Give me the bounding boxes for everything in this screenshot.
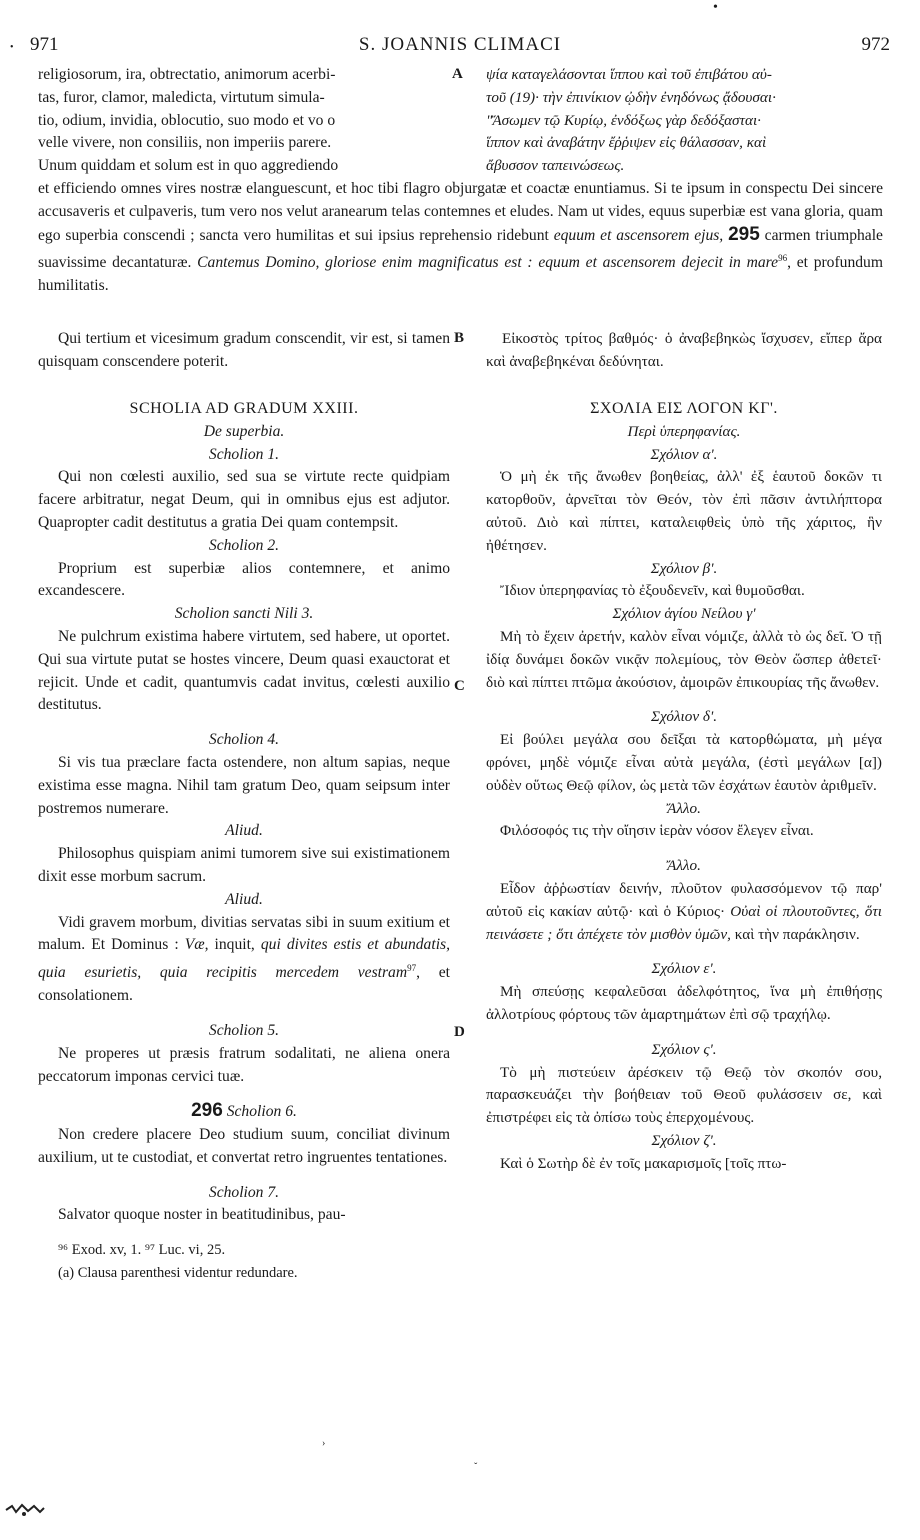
latin-scholion-1-title: Scholion 1.: [208, 445, 280, 463]
latin-aliud-2-title: Aliud.: [225, 890, 263, 908]
running-title: S. JOANNIS CLIMACI: [358, 34, 562, 55]
greek-aliud-1-text: Φιλόσοφός τις τὴν οἴησιν ἱερὰν νόσον ἔλεγεν εἶναι.: [500, 822, 814, 840]
greek-line: ἵππον καὶ ἀναβάτην ἔῤῥιψεν εἰς θάλασσαν, καὶ: [486, 134, 767, 152]
greek-scholion-4-text: Εἰ βούλει μεγάλα σου δεῖξαι τὰ κατορθώματα, μὴ μέγα φρόνει, μηδὲ νόμιζε εἶναι αὐτὰ μεγάλα, (ἐστὶ μεγάλων [α]) οὐδὲν οὕτως Θεῷ φίλον, ὡς μετὰ τῶν ἐσχάτων ἑαυτὸν ἀριθμεῖν.: [486, 731, 882, 794]
latin-aliud-2-part-b: inquit,: [214, 936, 255, 954]
greek-scholion-5-title: Σχόλιον ε'.: [651, 960, 717, 978]
full-width-paragraph: [38, 178, 883, 298]
footnote-ref-96: 96: [778, 253, 788, 264]
grade-latin: [38, 328, 450, 374]
greek-aliud-2-text: [486, 878, 882, 946]
greek-line: ἄβυσσον ταπεινώσεως.: [486, 157, 625, 175]
latin-scholion-6-text: Non credere placere Deo studium suum, conciliat divinum auxilium, ut te custodiat, et convertat retro ingruentes tentationes.: [38, 1126, 450, 1166]
ink-stain-icon: [4, 1500, 46, 1518]
greek-aliud-2-title: Ἄλλο.: [667, 857, 701, 875]
latin-line: tio, odium, invidia, oblocutio, suo modo et vo o: [38, 111, 336, 129]
latin-aliud-1-text: Philosophus quispiam animi tumorem sive sui existimationem dixit esse morbum sacrum.: [38, 845, 450, 885]
latin-scholion-3-title: Scholion sancti Nili 3.: [174, 605, 314, 623]
greek-scholion-1-text: Ὁ μὴ ἐκ τῆς ἄνωθεν βοηθείας, ἀλλ' ἐξ ἑαυτοῦ δοκῶν τι κατορθοῦν, ἀρνεῖται τὸν Θεόν, τὸν ἐπὶ πᾶσιν ἀντιλήπτορα αὐτοῦ. Διὸ καὶ πίπτει, καταλειφθεὶς ὑπὸ τῆς χάριτος, ἣν ἠθέτησεν.: [486, 468, 882, 554]
greek-aliud-1-title: Ἄλλο.: [667, 799, 701, 817]
margin-marker-d: D: [454, 1024, 465, 1040]
grade-latin-text: Qui tertium et vicesimum gradum conscendit, vir est, si tamen quisquam conscendere poterit.: [38, 330, 450, 370]
margin-dot: •: [713, 0, 718, 15]
latin-scholion-7-text: Salvator quoque noster in beatitudinibus, pau-: [58, 1206, 346, 1224]
latin-aliud-2-italic-a: Væ,: [184, 936, 209, 954]
ink-stain-mark: [4, 1500, 46, 1518]
latin-line: tas, furor, clamor, maledicta, virtutum simula-: [38, 88, 325, 106]
greek-aliud-2-part-a: Εἶδον ἀῤῥωστίαν δεινήν, πλοῦτον φυλασσόμενον τῷ παρ' αὐτοῦ εἰς κακίαν αὐτῷ· καὶ ὁ Κύριος·: [486, 879, 882, 920]
latin-line: religiosorum, ira, obtrectatio, animorum acerbi-: [38, 66, 336, 83]
greek-scholion-3-title: Σχόλιον ἁγίου Νείλου γ': [612, 605, 756, 623]
top-greek-block: [486, 64, 882, 178]
latin-aliud-2-italic-b: qui divites estis et abundatis, quia esurietis, quia recipitis mercedem vestram: [38, 936, 450, 982]
latin-aliud-2-text: [38, 912, 450, 1008]
margin-marker-b: B: [454, 330, 465, 346]
latin-line: Unum quiddam et solum est in quo aggrediendo: [38, 157, 339, 175]
margin-tick: ›: [322, 1438, 326, 1449]
left-page-number: 971: [30, 34, 59, 55]
latin-scholion-5-text: Ne properes ut præsis fratrum sodalitati, ne aliena onera peccatorum imponas cervici tuæ.: [38, 1044, 450, 1085]
greek-scholia-heading: ΣΧΟΛΙΑ ΕΙΣ ΛΟΓΟΝ ΚΓ'.: [590, 400, 778, 417]
latin-aliud-2-part-a: Vidi gravem morbum, divitias servatas sibi in suum exitium et malum. Et Dominus :: [38, 913, 450, 954]
greek-aliud-2-italic: Οὐαὶ οἱ πλουτοῦντες, ὅτι πεινάσετε ; ὅτι ἀπέχετε τὸν μισθὸν ὑμῶν,: [486, 902, 882, 943]
greek-scholion-2-text: Ἴδιον ὑπερηφανίας τὸ ἐξουδενεῖν, καὶ θυμοῦσθαι.: [500, 582, 805, 600]
greek-line: ψία καταγελάσονται ἵππου καὶ τοῦ ἐπιβάτου αὐ-: [486, 66, 772, 83]
greek-scholion-6-title: Σχόλιον ς'.: [651, 1040, 717, 1058]
footnote-a: (a) Clausa parenthesi videntur redundare.: [58, 1265, 298, 1282]
margin-marker-c: C: [454, 678, 465, 694]
grade-greek-text: Εἰκοστὸς τρίτος βαθμός· ὁ ἀναβεβηκὼς ἴσχυσεν, εἴπερ ἄρα καὶ ἀναβεβηκέναι δεδύνηται.: [486, 330, 882, 370]
grade-greek: [486, 328, 882, 374]
full-italic-2: Cantemus Domino, gloriose enim magnificatus est : equum et ascensorem dejecit in mare: [197, 254, 779, 272]
greek-scholion-1-title: Σχόλιον α'.: [650, 445, 718, 463]
greek-aliud-2-part-b: καὶ τὴν παράκλησιν.: [734, 925, 860, 943]
latin-aliud-1-title: Aliud.: [225, 822, 263, 840]
latin-scholion-7-title: Scholion 7.: [208, 1183, 280, 1201]
margin-marker-a: A: [452, 66, 463, 82]
latin-scholion-2-title: Scholion 2.: [208, 536, 280, 554]
page-header: [30, 34, 890, 60]
right-page-number: 972: [861, 34, 890, 55]
greek-scholion-7-text: Καὶ ὁ Σωτὴρ δὲ ἐν τοῖς μακαρισμοῖς [τοῖς πτω-: [500, 1154, 787, 1172]
latin-scholion-5-title: Scholion 5.: [208, 1021, 280, 1039]
latin-scholion-2-text: Proprium est superbiæ alios contemnere, et animo excandescere.: [38, 559, 450, 600]
full-paragraph-text: [38, 178, 883, 298]
latin-scholion-4-text: Si vis tua præclare facta ostendere, non altum sapias, neque existima esse magna. Nihil tam gratum Deo, quam seipsum inter postremos numerare.: [38, 753, 450, 817]
latin-scholion-4-title: Scholion 4.: [208, 731, 280, 749]
full-text-3: , et profundum humilitatis.: [38, 254, 883, 295]
latin-scholion-6-title: Scholion 6.: [226, 1103, 297, 1121]
margin-bullet: •: [10, 42, 14, 53]
column-number-295: 295: [728, 223, 760, 245]
full-italic-1: equum et ascensorem ejus,: [553, 226, 724, 244]
top-latin-block: [38, 64, 450, 178]
greek-subheading: Περὶ ὑπερηφανίας.: [627, 422, 741, 440]
greek-scholion-5-text: Μὴ σπεύσῃς κεφαλεῦσαι ἀδελφότητος, ἵνα μὴ ἐπιθήσῃς ἀλλοτρίους φόρτους τῶν ἁμαρτημάτων ἐπὶ σῷ τραχήλῳ.: [486, 983, 882, 1023]
latin-scholion-1-text: Qui non cœlesti auxilio, sed sua se virtute recte quidpiam facere arbitratur, negat Deum, qui in omnibus ejus est adjutor. Quapropter cadit destitutus a gratia Dei quam contempsit.: [38, 468, 450, 531]
latin-scholion-3-text: Ne pulchrum existima habere virtutem, sed habere, ut oportet. Qui sua virtute putat se hostes vincere, Deum quasi exauctorat et rejicit. Unde et cadit, quantumvis cadat invitus, cœlesti auxilio destitutus.: [38, 627, 450, 714]
greek-line: τοῦ (19)· τὴν ἐπινίκιον ᾠδὴν ἐνηδόνως ᾄδουσαι·: [486, 88, 776, 106]
latin-scholia-column: [38, 398, 450, 1285]
greek-scholion-4-title: Σχόλιον δ'.: [650, 708, 717, 726]
latin-scholion-6-title-line: [38, 1100, 450, 1124]
column-number-296: 296: [191, 1100, 223, 1122]
latin-subheading: De superbia.: [203, 422, 285, 440]
greek-scholion-2-title: Σχόλιον β'.: [650, 559, 718, 577]
latin-line: velle vivere, non consiliis, non imperiis parere.: [38, 134, 332, 152]
margin-tick: ˇ: [474, 1462, 478, 1473]
latin-aliud-2-part-c: , et consolationem.: [38, 964, 450, 1005]
latin-scholia-heading: SCHOLIA AD GRADUM XXIII.: [129, 400, 359, 417]
full-text-1: et efficiendo omnes vires nostræ elanguescunt, et hoc tibi flagro objurgatæ et coactæ enuntiamus. Si te ipsum in conspectu Dei sincere accusaveris et culpaveris, tum vero nos velut aranearum telas contemnes et eludes. Nam ut vides, equus superbiæ est vana gloria, quam ego superbia conscendi ; sancta vero humilitas et sui ipsius reprehensio ridebunt: [38, 180, 883, 244]
greek-scholion-7-title: Σχόλιον ζ'.: [651, 1131, 717, 1149]
footnote-ref-97: 97: [407, 963, 417, 974]
greek-scholion-3-text: Μὴ τὸ ἔχειν ἀρετήν, καλὸν εἶναι νόμιζε, ἀλλὰ τὸ ὡς δεῖ. Ὁ τῇ ἰδίᾳ δυνάμει δοκῶν νικᾷν πολεμίους, τὸν Θεὸν ὥσπερ ἀθετεῖ· διὸ καὶ πίπτει πτῶμα ἀκούσιον, ἀμοιρῶν ἐπικουρίας τῆς ἄνωθεν.: [486, 627, 882, 691]
greek-line: "Ἄσωμεν τῷ Κυρίῳ, ἐνδόξως γὰρ δεδόξασται·: [486, 111, 761, 129]
greek-scholia-column: [486, 398, 882, 1176]
greek-scholion-6-text: Τὸ μὴ πιστεύειν ἀρέσκειν τῷ Θεῷ τὸν σκοπόν σου, παρασκευάζει τὴν βοήθειαν τοῦ Θεοῦ φυλάσσειν σε, καὶ ἐπιστρέφει εἰς τὰ ὀπίσω τοὺς ἐπερχομένους.: [486, 1063, 882, 1127]
footnotes: ⁹⁶ Exod. xv, 1. ⁹⁷ Luc. vi, 25.: [58, 1242, 226, 1259]
full-text-2: carmen triumphale suavissime decantaturæ.: [38, 226, 883, 272]
